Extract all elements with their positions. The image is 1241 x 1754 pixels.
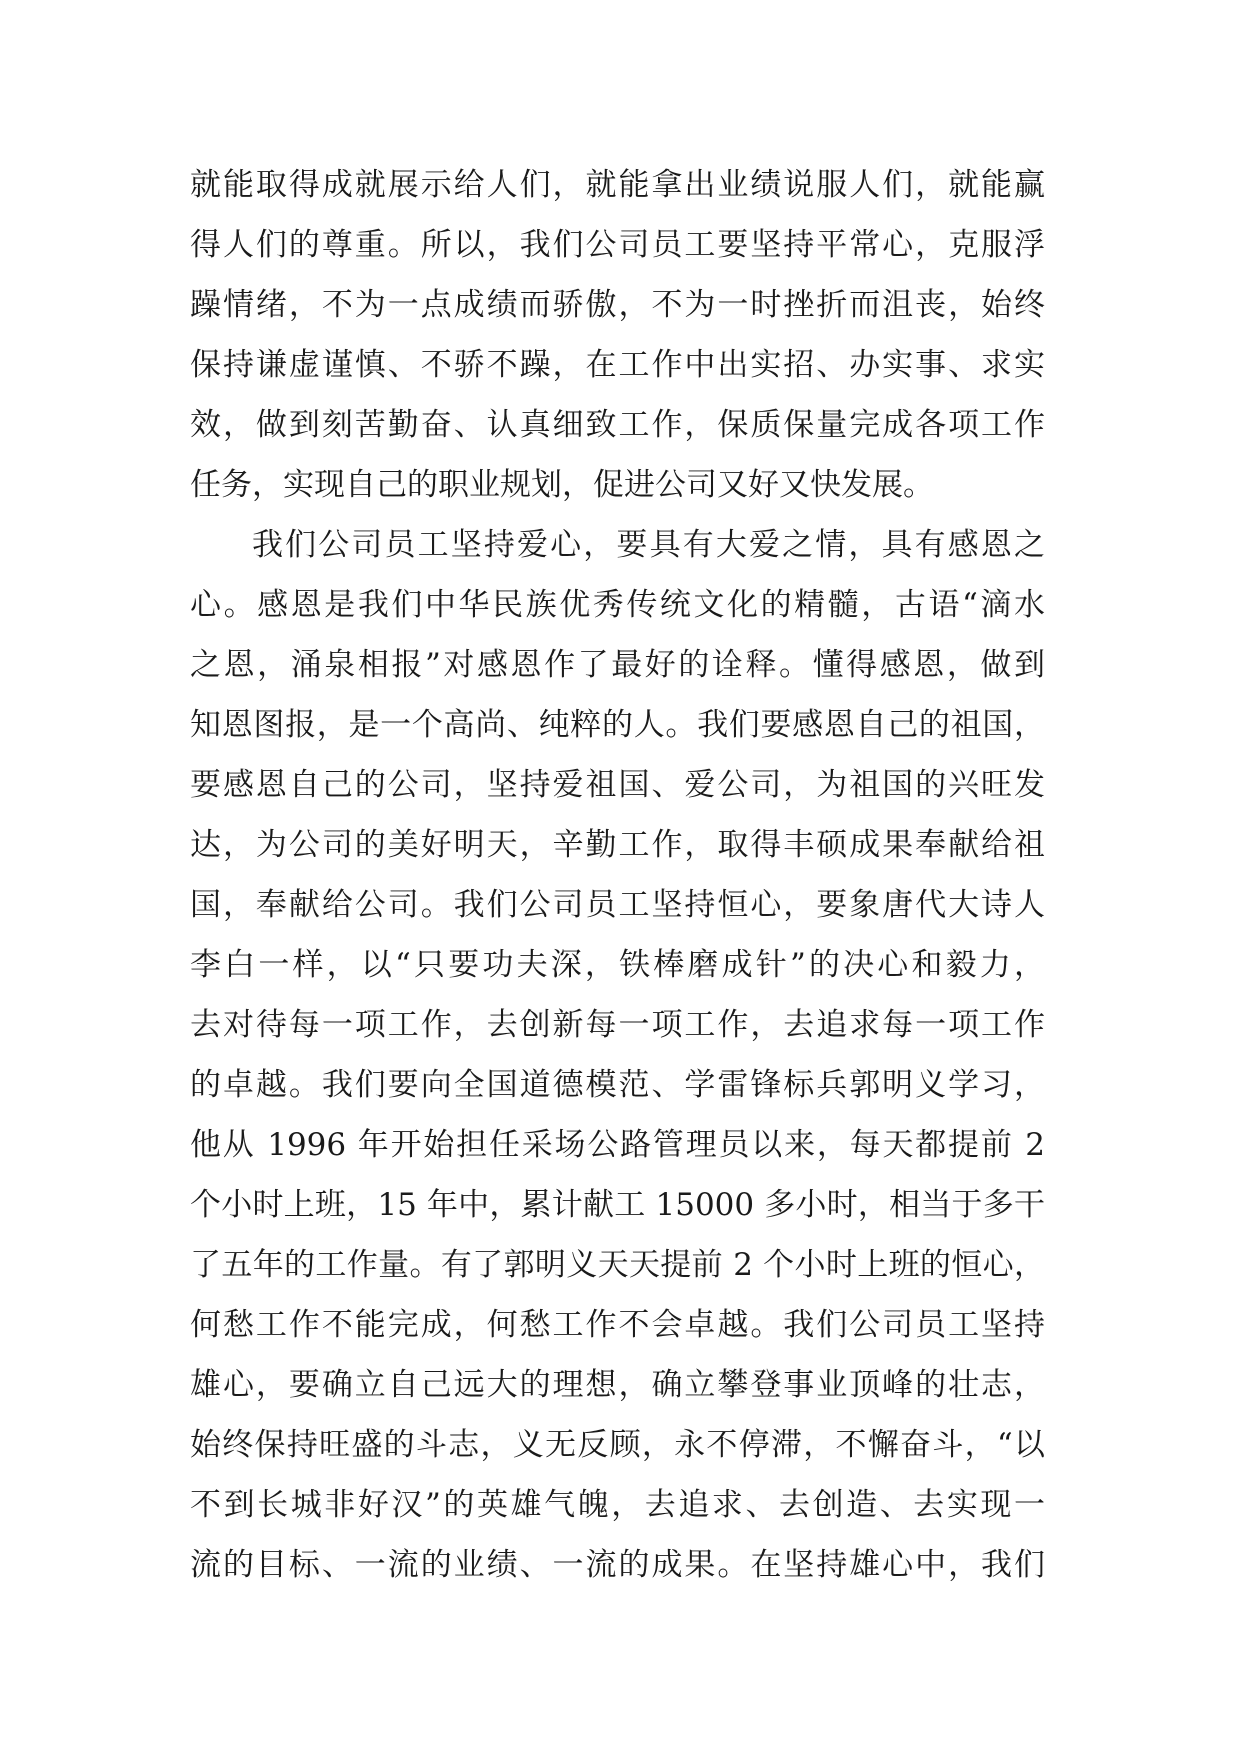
body-text: [190, 155, 1045, 1595]
text-line: 流的目标、一流的业绩、一流的成果。在坚持雄心中，我们: [190, 1547, 1045, 1583]
text-line: 国，奉献给公司。我们公司员工坚持恒心，要象唐代大诗人: [190, 887, 1045, 923]
text-line: 不到长城非好汉”的英雄气魄，去追求、去创造、去实现一: [190, 1487, 1045, 1523]
text-line: 个小时上班，15 年中，累计献工 15000 多小时，相当于多干: [190, 1187, 1045, 1223]
text-line: 去对待每一项工作，去创新每一项工作，去追求每一项工作: [190, 1007, 1045, 1043]
text-line: 得人们的尊重。所以，我们公司员工要坚持平常心，克服浮: [190, 227, 1045, 263]
text-line: 要感恩自己的公司，坚持爱祖国、爱公司，为祖国的兴旺发: [190, 767, 1045, 803]
text-line: 我们公司员工坚持爱心，要具有大爱之情，具有感恩之: [252, 527, 1045, 563]
text-line: 他从 1996 年开始担任采场公路管理员以来，每天都提前 2: [190, 1127, 1045, 1163]
text-line: 心。感恩是我们中华民族优秀传统文化的精髓，古语“滴水: [190, 587, 1045, 623]
text-line: 达，为公司的美好明天，辛勤工作，取得丰硕成果奉献给祖: [190, 827, 1045, 863]
text-line: 雄心，要确立自己远大的理想，确立攀登事业顶峰的壮志，: [190, 1367, 1045, 1403]
text-line: 之恩，涌泉相报”对感恩作了最好的诠释。懂得感恩，做到: [190, 647, 1045, 683]
text-line: 效，做到刻苦勤奋、认真细致工作，保质保量完成各项工作: [190, 407, 1045, 443]
text-line: 何愁工作不能完成，何愁工作不会卓越。我们公司员工坚持: [190, 1307, 1045, 1343]
text-line: 就能取得成就展示给人们，就能拿出业绩说服人们，就能赢: [190, 167, 1045, 203]
text-line: 了五年的工作量。有了郭明义天天提前 2 个小时上班的恒心，: [190, 1247, 1045, 1283]
text-line: 始终保持旺盛的斗志，义无反顾，永不停滞，不懈奋斗，“以: [190, 1427, 1045, 1463]
text-line: 知恩图报，是一个高尚、纯粹的人。我们要感恩自己的祖国，: [190, 707, 1045, 743]
text-line: 的卓越。我们要向全国道德模范、学雷锋标兵郭明义学习，: [190, 1067, 1045, 1103]
text-line: 任务，实现自己的职业规划，促进公司又好又快发展。: [190, 467, 934, 503]
text-line: 躁情绪，不为一点成绩而骄傲，不为一时挫折而沮丧，始终: [190, 287, 1045, 323]
text-line: 保持谦虚谨慎、不骄不躁，在工作中出实招、办实事、求实: [190, 347, 1045, 383]
text-line: 李白一样，以“只要功夫深，铁棒磨成针”的决心和毅力，: [190, 947, 1045, 983]
